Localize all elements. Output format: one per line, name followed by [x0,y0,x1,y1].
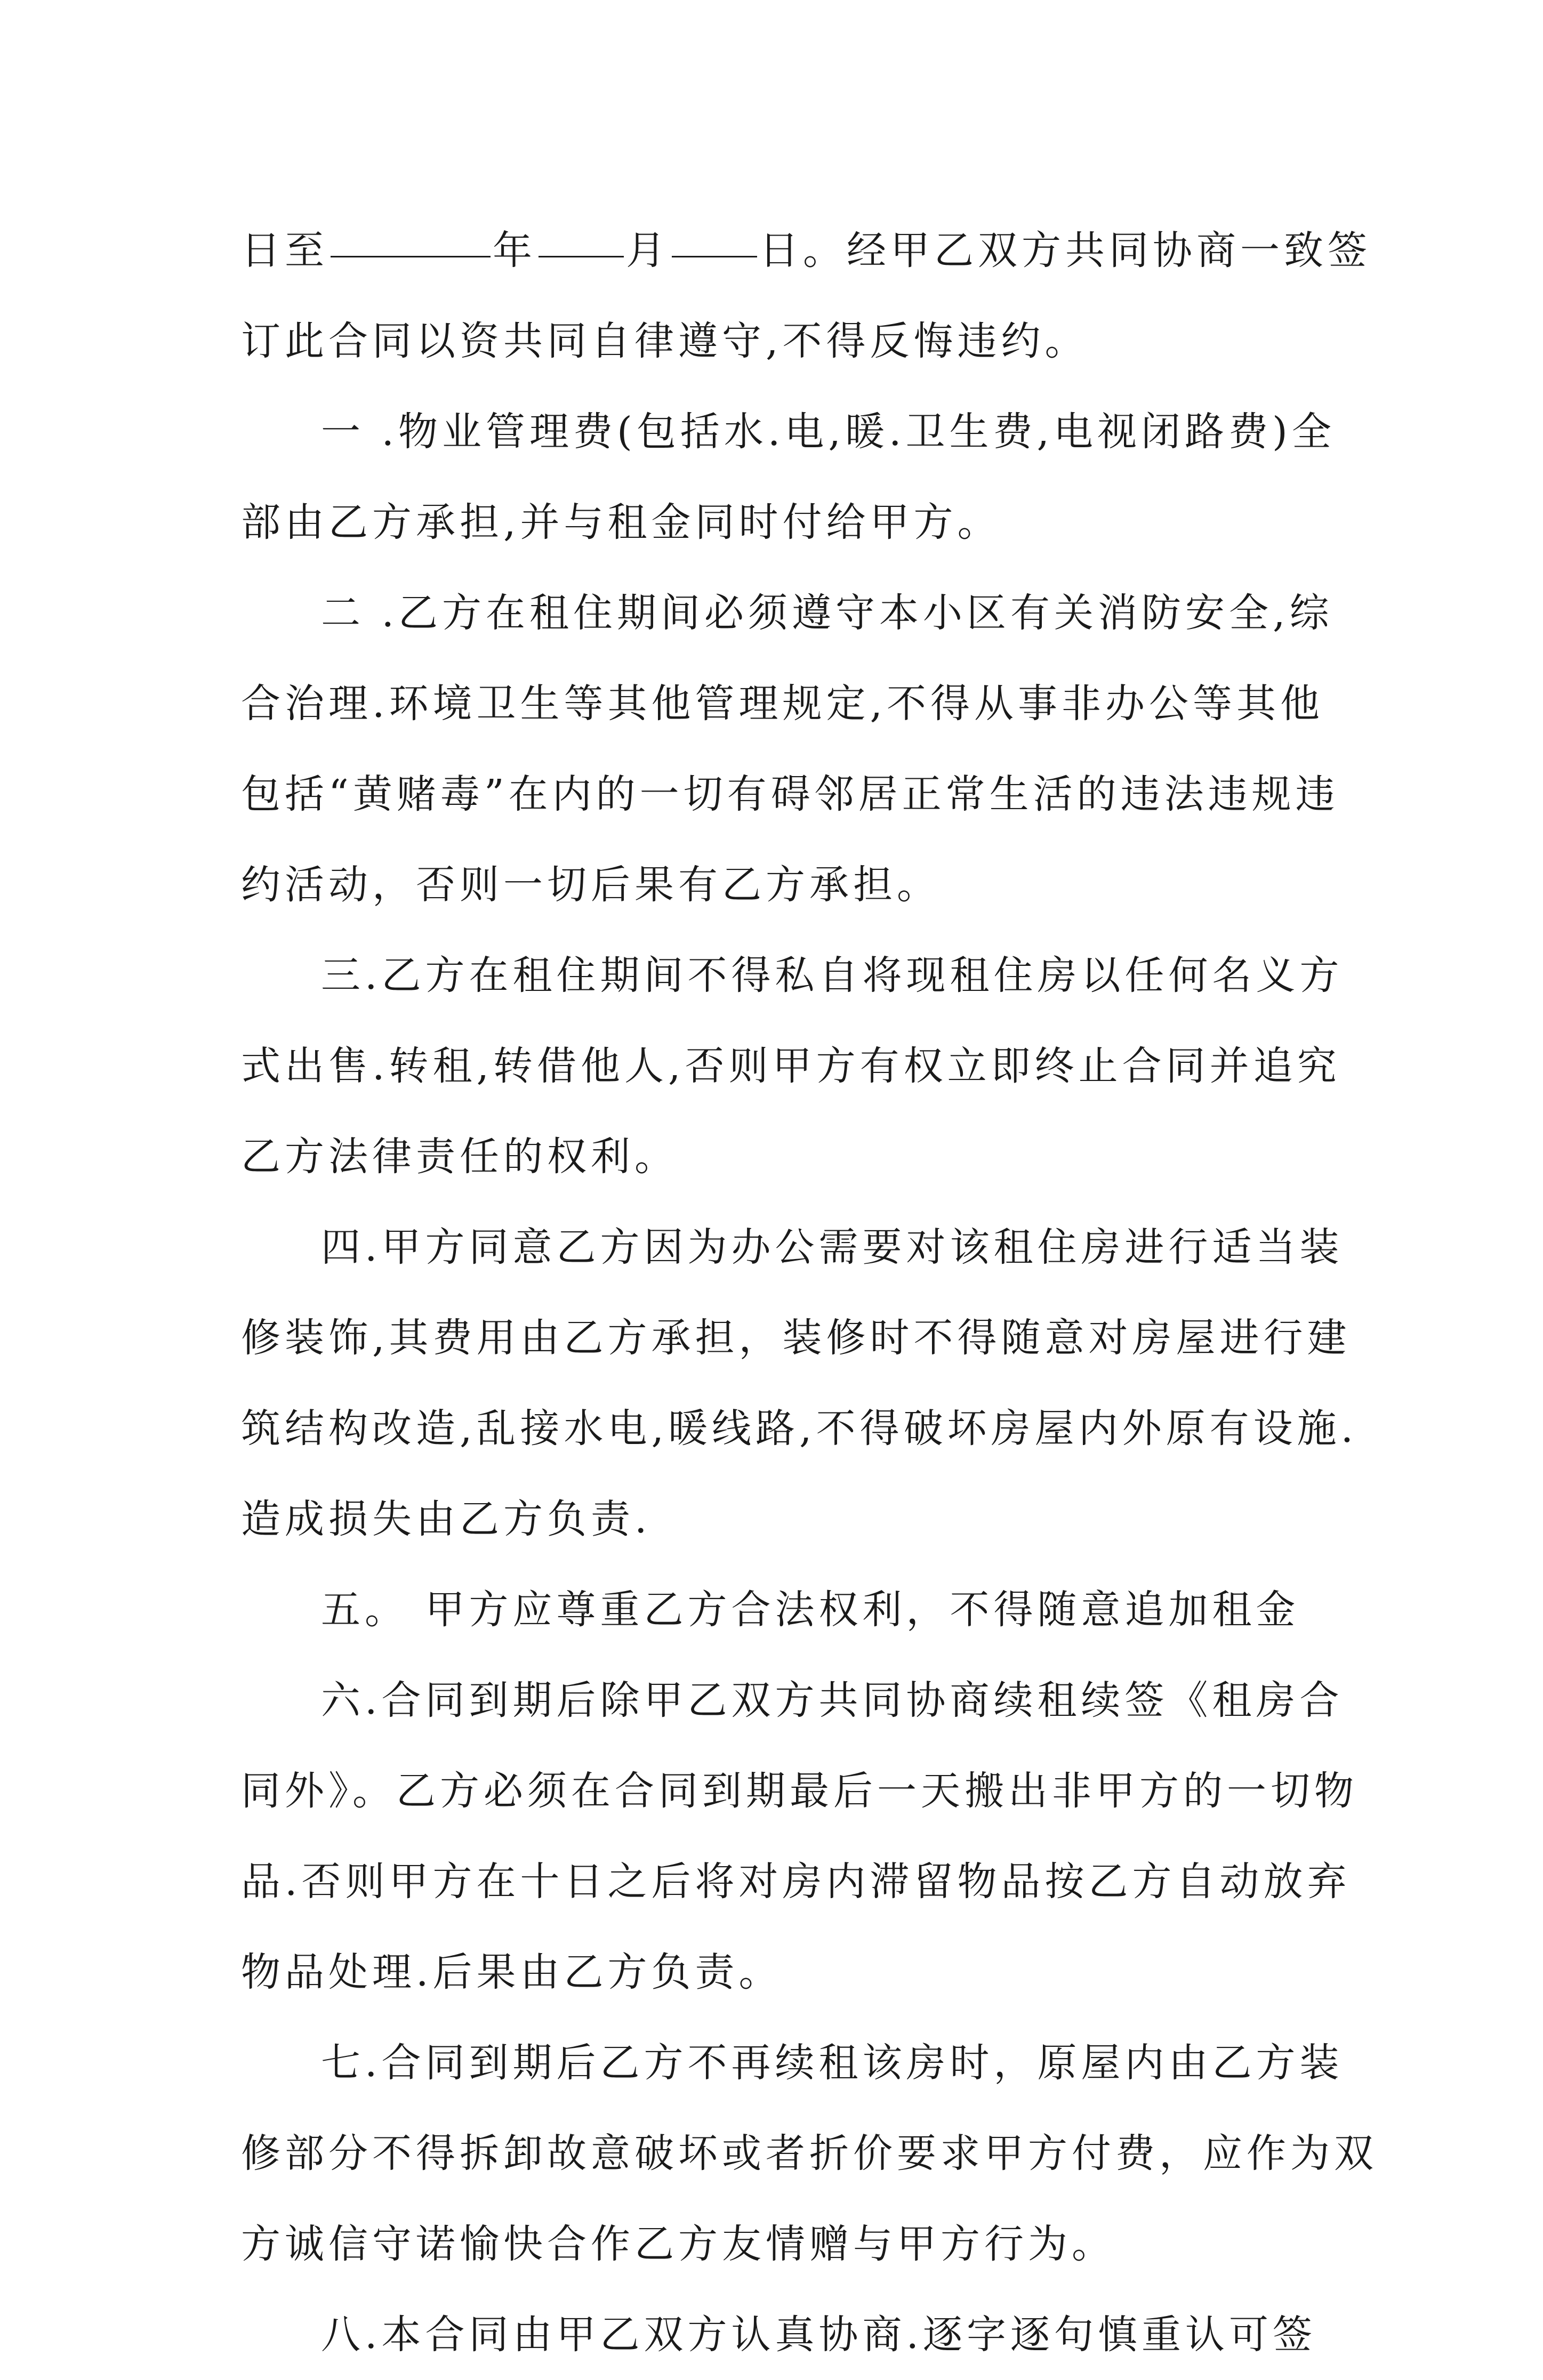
year-blank [331,221,491,257]
clause-3-line: 式出售.转租,转借他人,否则甲方有权立即终止合同并追究 [241,1043,1341,1089]
day-blank [672,221,757,257]
clause-7-line: 七.合同到期后乙方不再续租该房时，原屋内由乙方装 [321,2040,1344,2086]
paragraph-line: 订此合同以资共同自律遵守,不得反悔违约。 [241,318,1089,364]
clause-6-line: 六.合同到期后除甲乙双方共同协商续租续签《租房合 [321,1677,1344,1723]
clause-2-line: 二 .乙方在租住期间必须遵守本小区有关消防安全,综 [321,590,1333,636]
date-suffix: 日。经甲乙双方共同协商一致签 [759,228,1371,273]
month-label: 月 [626,228,670,273]
clause-2-line: 合治理.环境卫生等其他管理规定,不得从事非办公等其他 [241,681,1324,727]
clause-4-line: 修装饰,其费用由乙方承担，装修时不得随意对房屋进行建 [241,1315,1351,1361]
clause-8-line: 八.本合同由甲乙双方认真协商.逐字逐句慎重认可签 [321,2312,1317,2358]
clause-7-line: 方诚信守诺愉快合作乙方友情赠与甲方行为。 [241,2221,1115,2267]
clause-4-line: 造成损失由乙方负责. [241,1496,652,1542]
year-label: 年 [493,228,536,273]
clause-2-line: 包括“黄赌毒”在内的一切有碍邻居正常生活的违法违规违 [241,771,1339,817]
date-prefix: 日至 [241,228,328,273]
clause-6-line: 物品处理.后果由乙方负责。 [241,1949,783,1995]
clause-3-line: 乙方法律责任的权利。 [241,1134,678,1180]
clause-4-line: 筑结构改造,乱接水电,暖线路,不得破坏房屋内外原有设施. [241,1406,1358,1451]
clause-4-line: 四.甲方同意乙方因为办公需要对该租住房进行适当装 [321,1224,1344,1270]
contract-body [241,205,1378,2380]
date-range-line [241,205,1371,296]
clause-1-line: 一 .物业管理费(包括水.电,暖.卫生费,电视闭路费)全 [321,409,1336,455]
clause-2-line: 约活动，否则一切后果有乙方承担。 [241,862,941,908]
month-blank [539,221,624,257]
clause-7-line: 修部分不得拆卸故意破坏或者折价要求甲方付费，应作为双 [241,2131,1378,2176]
clause-6-line: 品.否则甲方在十日之后将对房内滞留物品按乙方自动放弃 [241,1859,1351,1905]
clause-3-line: 三.乙方在租住期间不得私自将现租住房以任何名义方 [321,953,1344,998]
clause-5-line: 五。 甲方应尊重乙方合法权利，不得随意追加租金 [321,1587,1300,1633]
clause-1-line: 部由乙方承担,并与租金同时付给甲方。 [241,499,1001,545]
clause-6-line: 同外》。乙方必须在合同到期最后一天搬出非甲方的一切物 [241,1768,1358,1814]
